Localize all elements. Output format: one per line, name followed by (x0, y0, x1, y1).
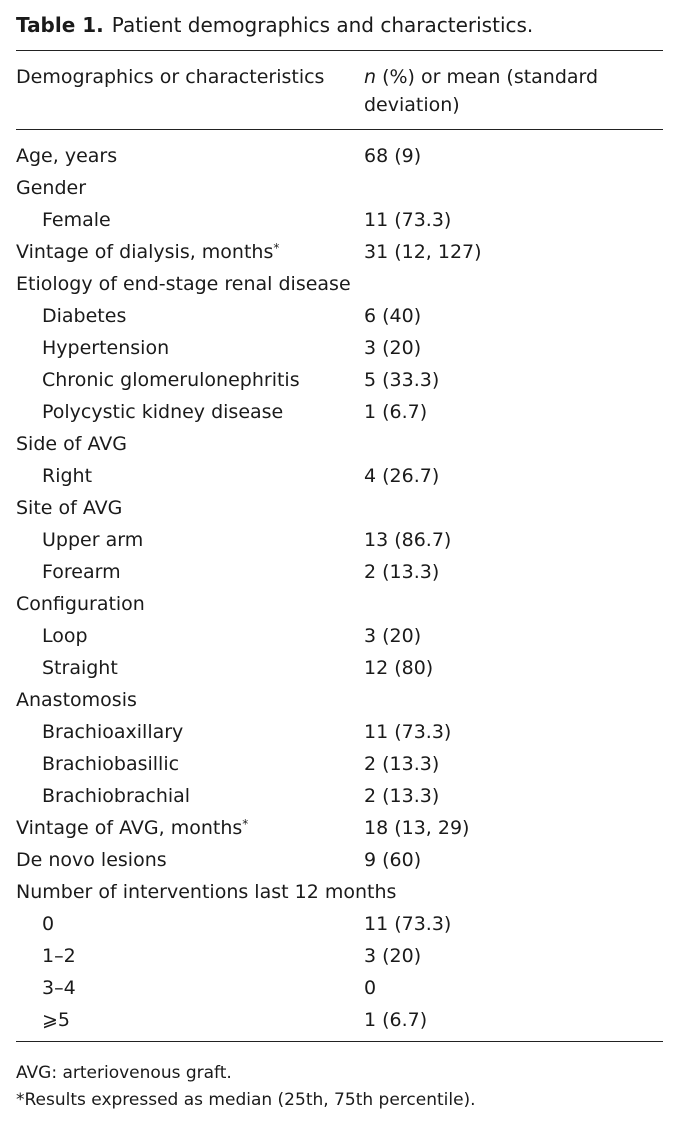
row-label-text: Brachioaxillary (42, 721, 184, 743)
header-column-2 (364, 63, 664, 119)
row-label-text: Right (42, 465, 93, 487)
row-value: 11 (73.3) (364, 209, 452, 231)
table-row (16, 844, 663, 876)
table-row (16, 972, 663, 1004)
table-row (16, 876, 663, 908)
table-row (16, 620, 663, 652)
row-label (42, 620, 88, 652)
row-label (42, 748, 179, 780)
table-row (16, 684, 663, 716)
table-row (16, 396, 663, 428)
table-row (16, 812, 663, 844)
header-column-2-text: (%) or mean (standard deviation) (364, 66, 599, 116)
row-value: 18 (13, 29) (364, 817, 470, 839)
row-label (16, 172, 86, 204)
row-label-text: Vintage of dialysis, months (16, 241, 274, 263)
row-label-text: Number of interventions last 12 months (16, 881, 397, 903)
row-value: 11 (73.3) (364, 913, 452, 935)
row-label-footnote-marker: * (273, 241, 280, 255)
row-value: 0 (364, 977, 377, 999)
row-value: 13 (86.7) (364, 529, 452, 551)
row-label (42, 204, 111, 236)
row-value: 2 (13.3) (364, 561, 440, 583)
row-label (42, 556, 121, 588)
row-label (16, 140, 117, 172)
table-row (16, 364, 663, 396)
header-column-1: Demographics or characteristics (16, 66, 325, 88)
table-row (16, 236, 663, 268)
row-label (16, 588, 145, 620)
row-value: 9 (60) (364, 849, 422, 871)
table-row (16, 588, 663, 620)
header-rule (16, 129, 663, 130)
table-row (16, 140, 663, 172)
row-label-text: Anastomosis (16, 689, 137, 711)
table-row (16, 204, 663, 236)
row-value: 3 (20) (364, 337, 422, 359)
row-label (42, 652, 118, 684)
row-label (42, 716, 183, 748)
row-label (42, 460, 92, 492)
row-label-text: Loop (42, 625, 88, 647)
table-row (16, 460, 663, 492)
table-row (16, 716, 663, 748)
row-value: 2 (13.3) (364, 753, 440, 775)
row-label-text: Female (42, 209, 111, 231)
table-row (16, 556, 663, 588)
row-label-text: Etiology of end-stage renal disease (16, 273, 351, 295)
row-value: 2 (13.3) (364, 785, 440, 807)
row-label-text: Age, years (16, 145, 118, 167)
row-label-text: Site of AVG (16, 497, 123, 519)
row-label (16, 684, 137, 716)
row-value: 3 (20) (364, 945, 422, 967)
row-label (16, 236, 279, 268)
row-label (42, 1004, 70, 1036)
row-label-text: Brachiobrachial (42, 785, 191, 807)
row-label-text: Hypertension (42, 337, 170, 359)
footnote-median: *Results expressed as median (25th, 75th percentile). (16, 1090, 476, 1110)
table-row (16, 652, 663, 684)
table-row (16, 1004, 663, 1036)
row-label (16, 844, 167, 876)
table-row (16, 940, 663, 972)
row-label-text: Side of AVG (16, 433, 127, 455)
table-row (16, 300, 663, 332)
row-value: 5 (33.3) (364, 369, 440, 391)
table-row (16, 524, 663, 556)
row-label (16, 268, 351, 300)
footnote-abbreviation: AVG: arteriovenous graft. (16, 1063, 232, 1083)
table-caption-text: Patient demographics and characteristics. (111, 13, 534, 37)
row-label-text: Configuration (16, 593, 145, 615)
table-row (16, 492, 663, 524)
row-value: 6 (40) (364, 305, 422, 327)
header-n-italic: n (364, 66, 377, 88)
row-label (42, 780, 190, 812)
row-label-text: Chronic glomerulonephritis (42, 369, 300, 391)
table-row (16, 172, 663, 204)
table-caption-label: Table 1. (16, 13, 104, 37)
row-label-footnote-marker: * (242, 817, 249, 831)
row-label (42, 908, 54, 940)
row-label (42, 940, 76, 972)
row-value: 4 (26.7) (364, 465, 440, 487)
row-label (16, 428, 127, 460)
row-label (42, 332, 169, 364)
row-value: 1 (6.7) (364, 1009, 428, 1031)
row-value: 1 (6.7) (364, 401, 428, 423)
table-row (16, 748, 663, 780)
row-label-text: Straight (42, 657, 118, 679)
table-row (16, 268, 663, 300)
row-label (42, 396, 283, 428)
row-value: 68 (9) (364, 145, 422, 167)
table-row (16, 428, 663, 460)
row-label-text: Upper arm (42, 529, 144, 551)
row-label-text: Forearm (42, 561, 121, 583)
row-value: 3 (20) (364, 625, 422, 647)
row-label (16, 812, 248, 844)
row-label-text: Polycystic kidney disease (42, 401, 284, 423)
row-label (42, 364, 300, 396)
table-row (16, 332, 663, 364)
row-label (42, 972, 76, 1004)
row-label-text: Diabetes (42, 305, 127, 327)
row-label (42, 524, 143, 556)
row-label-text: 0 (42, 913, 55, 935)
table-row (16, 780, 663, 812)
row-label-text: De novo lesions (16, 849, 167, 871)
table-row (16, 908, 663, 940)
row-value: 12 (80) (364, 657, 434, 679)
bottom-rule (16, 1041, 663, 1042)
row-label-text: Brachiobasillic (42, 753, 180, 775)
row-label (16, 876, 396, 908)
row-value: 11 (73.3) (364, 721, 452, 743)
row-label (42, 300, 126, 332)
row-label-text: 1–2 (42, 945, 76, 967)
row-value: 31 (12, 127) (364, 241, 482, 263)
top-rule (16, 50, 663, 51)
row-label-text: 3–4 (42, 977, 76, 999)
table-caption (16, 12, 533, 38)
row-label-text: Vintage of AVG, months (16, 817, 243, 839)
row-label-text: Gender (16, 177, 87, 199)
row-label-text: ⩾5 (42, 1009, 71, 1031)
row-label (16, 492, 122, 524)
